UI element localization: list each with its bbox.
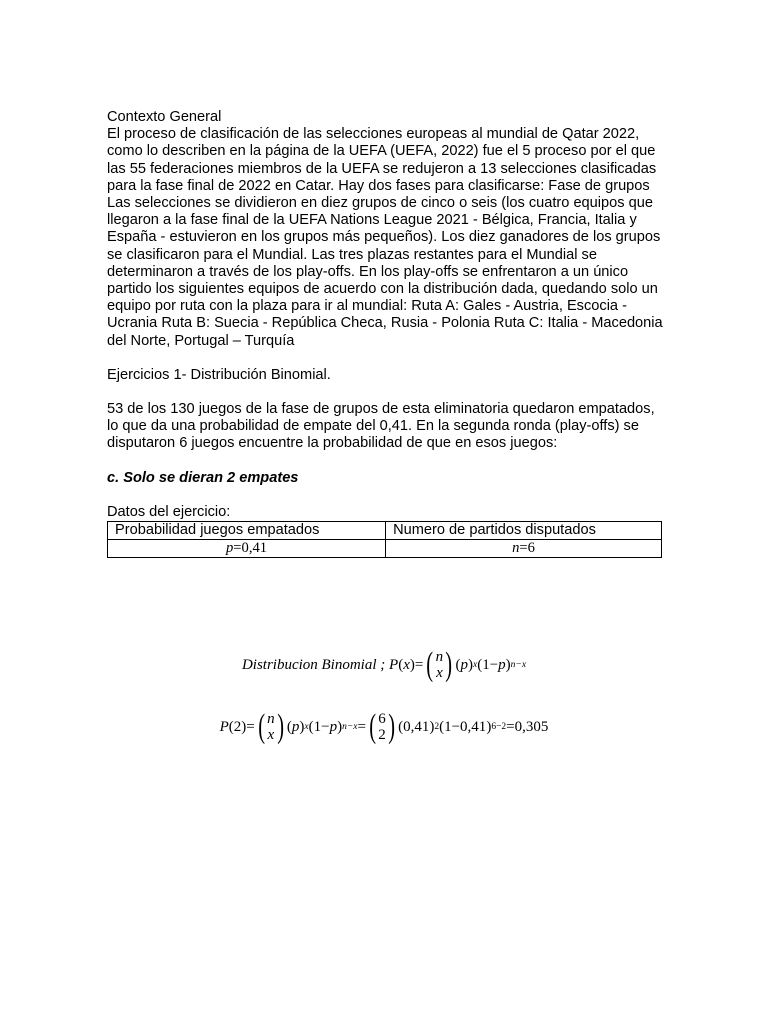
formula-p-term: p xyxy=(329,718,338,735)
binom-top-num: 6 xyxy=(378,711,386,727)
binom-bottom: x xyxy=(436,665,443,681)
games-value xyxy=(386,540,662,558)
context-body: El proceso de clasificación de las selecciones europeas al mundial de Qatar 2022, como lo describen en la página de la UEFA (UEFA, 2022) fue el 5 proceso por el que las 55 federaciones miembros de la UEFA se redujeron a 13 selecciones clasificadas para la fase final de 2022 en Catar. Hay dos fases para clasificarse: Fase de grupos Las selecciones se dividieron en diez grupos de cinco o seis (los cuatro equipos que llegaron a la fase final de la UEFA Nations League 2021 - Bélgica, Francia, Italia y España - estuvieron en los grupos más pequeños). Los diez ganadores de los grupos se clasificaron para el Mundial. Las tres plazas restantes para el Mundial se determinaron a través de los play-offs. En los play-offs se enfrentaron a un único partido los siguientes equipos de acuerdo con la distribución dada, quedando solo un equipo por ruta con la plaza para ir al mundial: Ruta A: Gales - Austria, Escocia - Ucrania Ruta B: Suecia - República Checa, Rusia - Polonia Ruta C: Italia - Macedonia del Norte, Portugal – Turquía xyxy=(107,126,663,349)
binomial-coefficient: ( n x ) xyxy=(258,708,284,745)
part-c-heading: c. Solo se dieran 2 empates xyxy=(107,469,299,486)
formula-p: P xyxy=(389,656,399,673)
binom-top: n xyxy=(267,711,275,727)
formula-p: P xyxy=(219,718,229,735)
computed-formula: P ( 2 )= ( n x ) ( p ) x ( 1− p ) n−x = ( 6 2 ) ( 0,41 ) 2 ( 1−0,41 ) 6−2 =0,305 xyxy=(219,708,549,745)
context-title: Contexto General xyxy=(107,109,222,125)
binomial-formula: Distribucion Binomial ; P ( x )= ( n x ) ( p ) x ( 1− p ) n−x xyxy=(241,646,527,683)
binom-bottom: x xyxy=(267,727,275,743)
one-minus-prob: 1−0,41 xyxy=(444,718,487,735)
formula-x: x xyxy=(403,656,410,673)
document-page xyxy=(107,109,663,558)
exercise-title: Ejercicios 1- Distribución Binomial. xyxy=(107,366,331,383)
result-value: =0,305 xyxy=(506,718,549,735)
n-symbol: n xyxy=(512,540,520,557)
exp-nx: n−x xyxy=(510,660,527,670)
formula-label: Distribucion Binomial ; xyxy=(241,656,386,673)
formula-p-term: p xyxy=(291,718,300,735)
data-label: Datos del ejercicio: xyxy=(107,503,231,520)
table-row xyxy=(108,540,662,558)
exp-nx: n−x xyxy=(342,722,358,732)
formula-p-term: p xyxy=(460,656,468,673)
binomial-coefficient: ( n x ) xyxy=(426,646,453,683)
exp-6-2: 6−2 xyxy=(491,722,507,732)
exp-2: 2 xyxy=(434,722,440,732)
probability-value xyxy=(108,540,386,558)
formula-p-term: p xyxy=(498,656,506,673)
exercise-statement: 53 de los 130 juegos de la fase de grupos de esta eliminatoria quedaron empatados, lo que da una probabilidad de empate del 0,41. En la segunda ronda (play-offs) se disputaron 6 juegos encuentre la probabilidad de que en esos juegos: xyxy=(107,401,655,452)
p-symbol: p xyxy=(226,540,234,557)
header-games: Numero de partidos disputados xyxy=(386,522,662,540)
exp-x: x xyxy=(472,660,478,670)
formula-arg: 2 xyxy=(233,718,242,735)
n-value: =6 xyxy=(519,540,535,557)
data-table xyxy=(107,521,662,558)
prob-value: 0,41 xyxy=(403,718,430,735)
p-value: =0,41 xyxy=(233,540,268,557)
one-minus: 1− xyxy=(313,718,330,735)
table-row xyxy=(108,522,662,540)
header-probability: Probabilidad juegos empatados xyxy=(108,522,386,540)
binomial-coefficient-numeric: ( 6 2 ) xyxy=(369,708,395,745)
binom-top: n xyxy=(435,649,444,665)
exp-x: x xyxy=(304,722,309,732)
binom-bottom-num: 2 xyxy=(378,727,386,743)
one-minus: 1− xyxy=(482,656,499,673)
